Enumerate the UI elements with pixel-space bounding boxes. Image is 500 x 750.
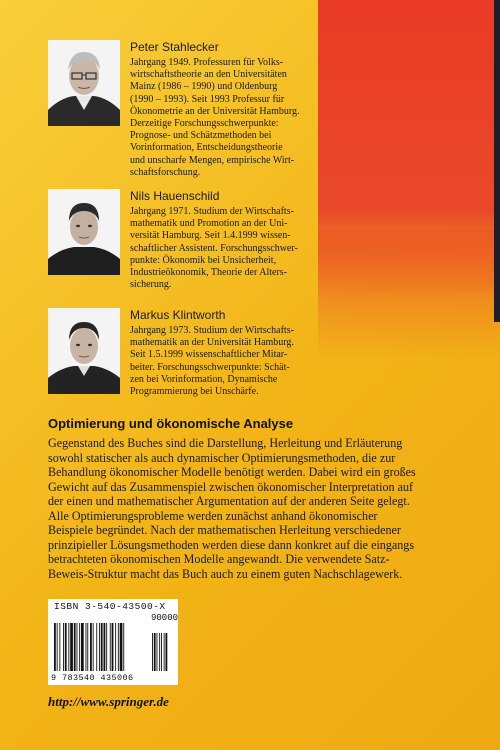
bio-line: mathematik an der Universität Hamburg. <box>130 337 294 349</box>
author-block-klintworth <box>48 308 348 400</box>
bio-line: Seit 1.5.1999 wissenschaftlicher Mitar- <box>130 349 288 361</box>
description-line: der einen und mathematischer Argumentation auf der anderen Seite gelegt. <box>48 494 410 508</box>
author-block-hauenschild <box>48 189 348 291</box>
author-bio <box>130 325 360 398</box>
bio-line: Jahrgang 1949. Professuren für Volks- <box>130 57 284 68</box>
bio-line: schaftsforschung. <box>130 166 201 178</box>
author-bio <box>130 57 360 179</box>
bio-line: Derzeitige Forschungsschwerpunkte: <box>130 118 279 130</box>
bio-line: punkte: Ökonomik bei Unsicherheit, <box>130 254 277 266</box>
bio-line: Jahrgang 1971. Studium der Wirtschafts- <box>130 206 294 217</box>
author-bio <box>130 206 360 291</box>
description-line: Beweis-Struktur macht das Buch auch zu einem guten Nachschlagewerk. <box>48 566 403 581</box>
description-line: prinzipieller Lösungsmethoden werden diese dann konkret auf die eingangs <box>48 537 415 552</box>
bio-line: (1990 – 1993). Seit 1993 Professur für <box>130 93 285 105</box>
description-line: Gewicht auf das Zusammenspiel zwischen ökonomischer Interpretation auf <box>48 479 414 494</box>
bio-line: und unscharfe Mengen, empirische Wirt- <box>130 154 295 166</box>
description-line: Alle Optimierungsprobleme werden zunächst anhand ökonomischer <box>48 508 378 523</box>
bio-line: Industrieökonomik, Theorie der Alters- <box>130 267 288 279</box>
bio-line: schaftlicher Assistent. Forschungsschwer- <box>130 242 298 254</box>
bio-line: sicherung. <box>130 279 172 291</box>
description-line: Behandlung ökonomischer Modelle benötigt werden. Dabei wird ein großes <box>48 465 416 479</box>
author-portrait-icon <box>48 189 120 275</box>
edge-strip <box>494 0 500 322</box>
author-portrait-icon <box>48 40 120 126</box>
author-name: Nils Hauenschild <box>130 189 220 203</box>
barcode-bars-icon <box>52 623 176 673</box>
bio-line: Ökonometrie an der Universität Hamburg. <box>130 105 300 117</box>
bio-line: beiter. Forschungsschwerpunkte: Schät- <box>130 361 290 373</box>
bio-line: Prognose- und Schätzmethoden bei <box>130 130 272 142</box>
bio-line: Vorinformation, Entscheidungstheorie <box>130 142 283 154</box>
bio-line: Programmierung bei Unschärfe. <box>130 386 259 398</box>
bio-line: Jahrgang 1973. Studium der Wirtschafts- <box>130 325 294 336</box>
description-line: betrachteten ökonomischen Modelle angewandt. Die verwendete Satz- <box>48 552 390 566</box>
bio-line: zen bei Vorinformation, Dynamische <box>130 373 278 385</box>
author-block-stahlecker <box>48 40 348 178</box>
book-description <box>48 436 468 581</box>
author-name: Markus Klintworth <box>130 308 226 322</box>
barcode-addon-number: 90000 <box>151 613 179 623</box>
author-photo <box>48 308 120 394</box>
description-line: Gegenstand des Buches sind die Darstellung, Herleitung und Erläuterung <box>48 436 403 450</box>
isbn-barcode <box>48 599 178 685</box>
author-name: Peter Stahlecker <box>130 40 219 54</box>
isbn-number: ISBN 3-540-43500-X <box>54 601 166 612</box>
bio-line: wirtschaftstheorie an den Universitäten <box>130 69 287 81</box>
author-photo <box>48 40 120 126</box>
description-line: Beispiele begründet. Nach der mathematischen Herleitung verschiedener <box>48 523 401 537</box>
book-title: Optimierung und ökonomische Analyse <box>48 416 294 431</box>
author-portrait-icon <box>48 308 120 394</box>
bio-line: mathematik und Promotion an der Uni- <box>130 218 288 230</box>
description-line: sowohl statischer als auch dynamischer Optimierungsmethoden, die zur <box>48 450 396 465</box>
ean-number: 9 783540 435006 <box>51 673 134 683</box>
bio-line: Mainz (1986 – 1990) und Oldenburg <box>130 81 278 93</box>
author-photo <box>48 189 120 275</box>
bio-line: versität Hamburg. Seit 1.4.1999 wissen- <box>130 230 291 242</box>
publisher-url: http://www.springer.de <box>48 694 169 709</box>
